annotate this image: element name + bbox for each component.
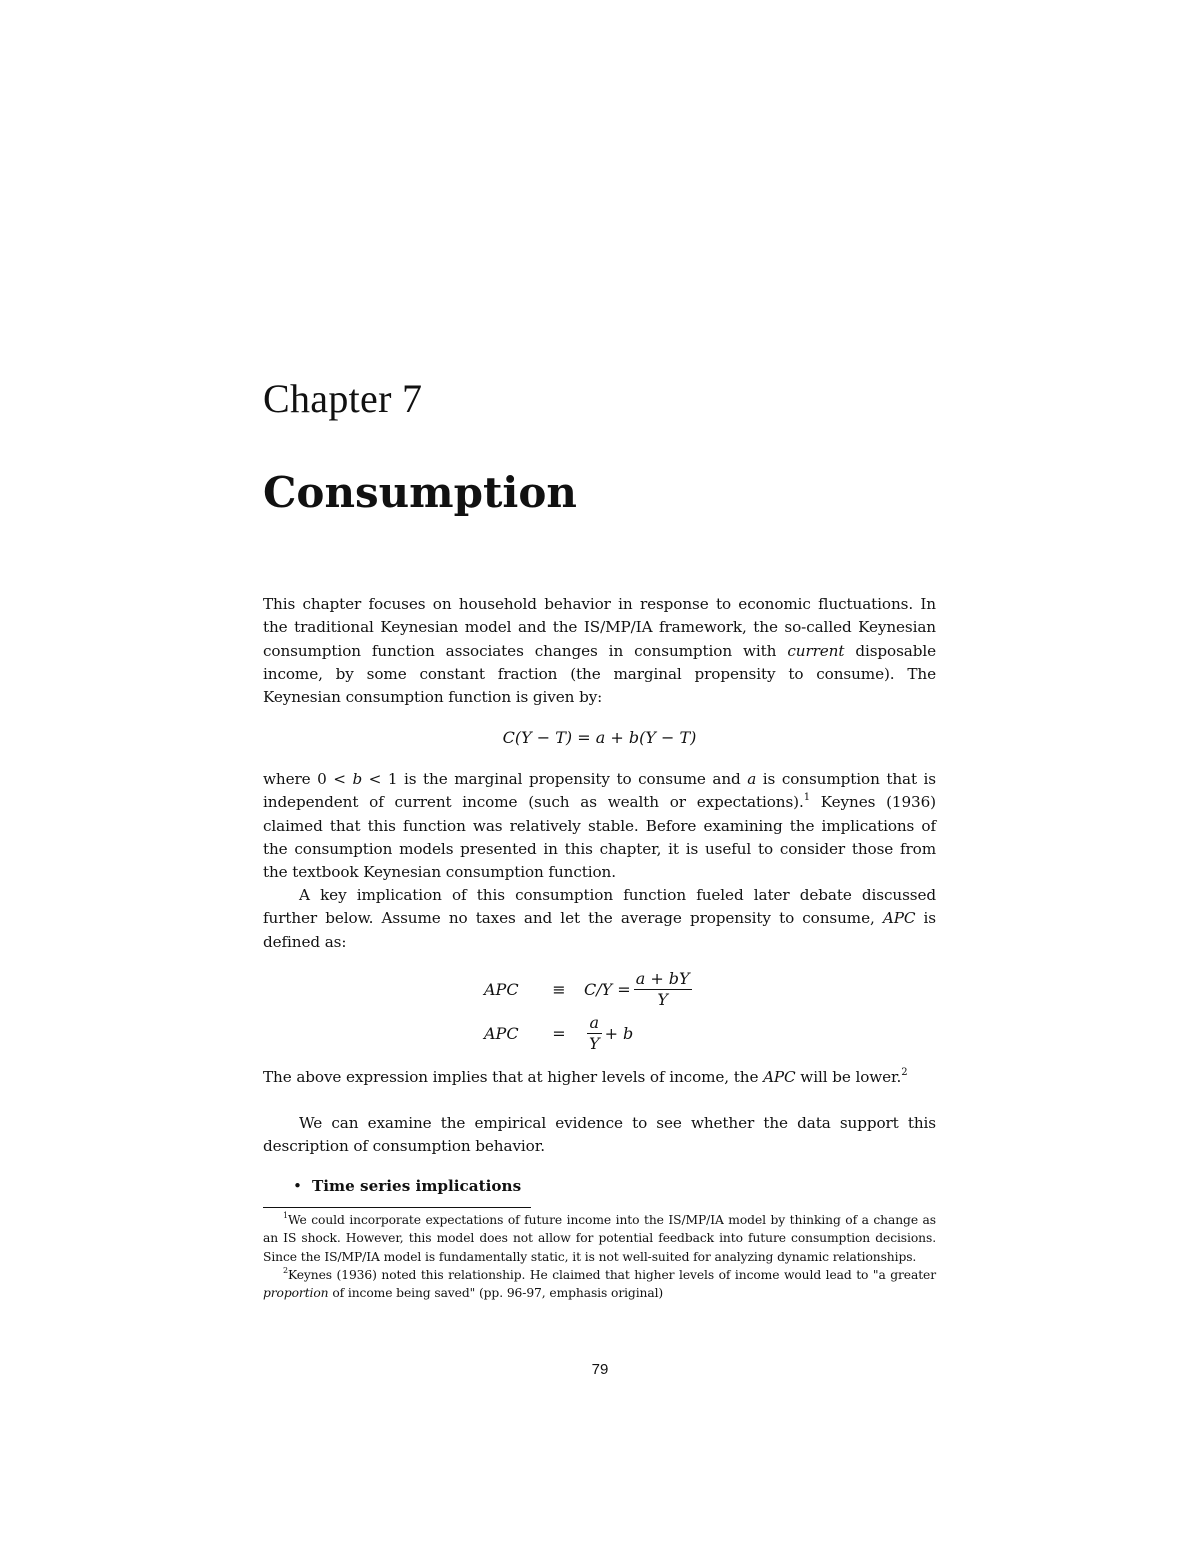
apc-paragraph xyxy=(263,884,936,954)
mpc-text-3: is consumption that is independent of current income (such as wealth or expectations). xyxy=(263,770,937,812)
eq1-fraction xyxy=(634,969,692,1010)
chapter-title: Consumption xyxy=(263,468,577,517)
footnote-2 xyxy=(263,1266,936,1303)
footnote-divider xyxy=(263,1207,531,1208)
eq2-fraction xyxy=(587,1013,602,1054)
bullet-icon: • xyxy=(293,1177,302,1195)
eq1-rhs xyxy=(584,969,695,1010)
footnotes xyxy=(263,1211,936,1302)
apc-equation-row-2 xyxy=(484,1011,695,1055)
mpc-text-4: Keynes (1936) claimed that this function was relatively stable. Before examining the implications of the consumption models presented in this chapter, it is useful to consider those from the textbook Keynesian consumption function. xyxy=(263,793,936,882)
equation-text: C(Y − T) = a + b(Y − T) xyxy=(502,728,697,747)
bullet-label: Time series implications xyxy=(311,1177,522,1195)
eq2-rhs xyxy=(584,1013,633,1054)
footnote-ref-1[interactable]: 1 xyxy=(803,792,810,804)
chapter-label: Chapter 7 xyxy=(263,376,423,421)
footnote-1-text: We could incorporate expectations of future income into the IS/MP/IA model by thinking of a change as an IS shock. However, this model does not allow for potential feedback into future consumption decisions. Since the IS/MP/IA model is fundamentally static, it is not well-suited for analyzing dynamic relationships. xyxy=(263,1213,936,1264)
variable-apc: APC xyxy=(882,909,916,928)
footnote-2-text-1: Keynes (1936) noted this relationship. He claimed that higher levels of income would lead to "a greater xyxy=(288,1267,936,1282)
lower-apc-paragraph xyxy=(263,1066,936,1089)
lower-apc-text-2: will be lower. xyxy=(795,1068,902,1086)
evidence-paragraph: We can examine the empirical evidence to see whether the data support this description of consumption behavior. xyxy=(263,1114,936,1156)
footnote-ref-2[interactable]: 2 xyxy=(901,1066,908,1078)
footnote-2-mark: 2 xyxy=(283,1265,288,1275)
eq2-numerator: a xyxy=(589,1012,600,1032)
variable-b: b xyxy=(352,770,363,788)
variable-a: a xyxy=(747,770,757,788)
page-number: 79 xyxy=(591,1361,609,1378)
eq2-relation: = xyxy=(552,1023,566,1043)
eq2-suffix: + b xyxy=(604,1023,634,1043)
mpc-paragraph xyxy=(263,768,936,884)
intro-text-start: This chapter focuses on household behavior in response to economic fluctuations. In the traditional Keynesian model and the IS/MP/IA framework, the so-called Keynesian consumption function associates changes in consumption with xyxy=(263,595,936,660)
apc-text-1: A key implication of this consumption function fueled later debate discussed further below. Assume no taxes and let the average propensity to consume, xyxy=(263,886,936,928)
consumption-function-equation xyxy=(263,728,936,747)
footnote-1 xyxy=(263,1211,936,1266)
eq1-relation: ≡ xyxy=(552,979,566,999)
lower-apc-text-1: The above expression implies that at higher levels of income, the xyxy=(263,1068,764,1086)
eq1-denominator: Y xyxy=(657,989,668,1009)
mpc-text-2: < 1 is the marginal propensity to consume and xyxy=(362,770,748,788)
apc-equation-row-1 xyxy=(484,967,695,1011)
intro-paragraph xyxy=(263,593,936,709)
apc-equation-block xyxy=(484,967,695,1055)
footnote-2-emphasis: proportion xyxy=(263,1286,329,1301)
intro-text-end: disposable income, by some constant fraction (the marginal propensity to consume). The Keynesian consumption function is given by: xyxy=(263,641,936,707)
footnote-1-mark: 1 xyxy=(283,1210,288,1220)
eq1-prefix: C/Y = xyxy=(584,979,631,999)
eq2-denominator: Y xyxy=(589,1033,600,1053)
apc-text-2: is defined as: xyxy=(263,909,937,951)
eq2-lhs: APC xyxy=(484,1023,519,1043)
footnote-2-text-2: of income being saved" (pp. 96-97, emphasis original) xyxy=(328,1286,664,1301)
bullet-time-series xyxy=(293,1175,521,1198)
variable-apc-2: APC xyxy=(763,1068,796,1086)
eq1-numerator: a + bY xyxy=(635,968,690,988)
intro-emphasis: current xyxy=(787,641,845,660)
mpc-text-1: where 0 < xyxy=(263,770,353,788)
eq1-lhs: APC xyxy=(484,979,519,999)
